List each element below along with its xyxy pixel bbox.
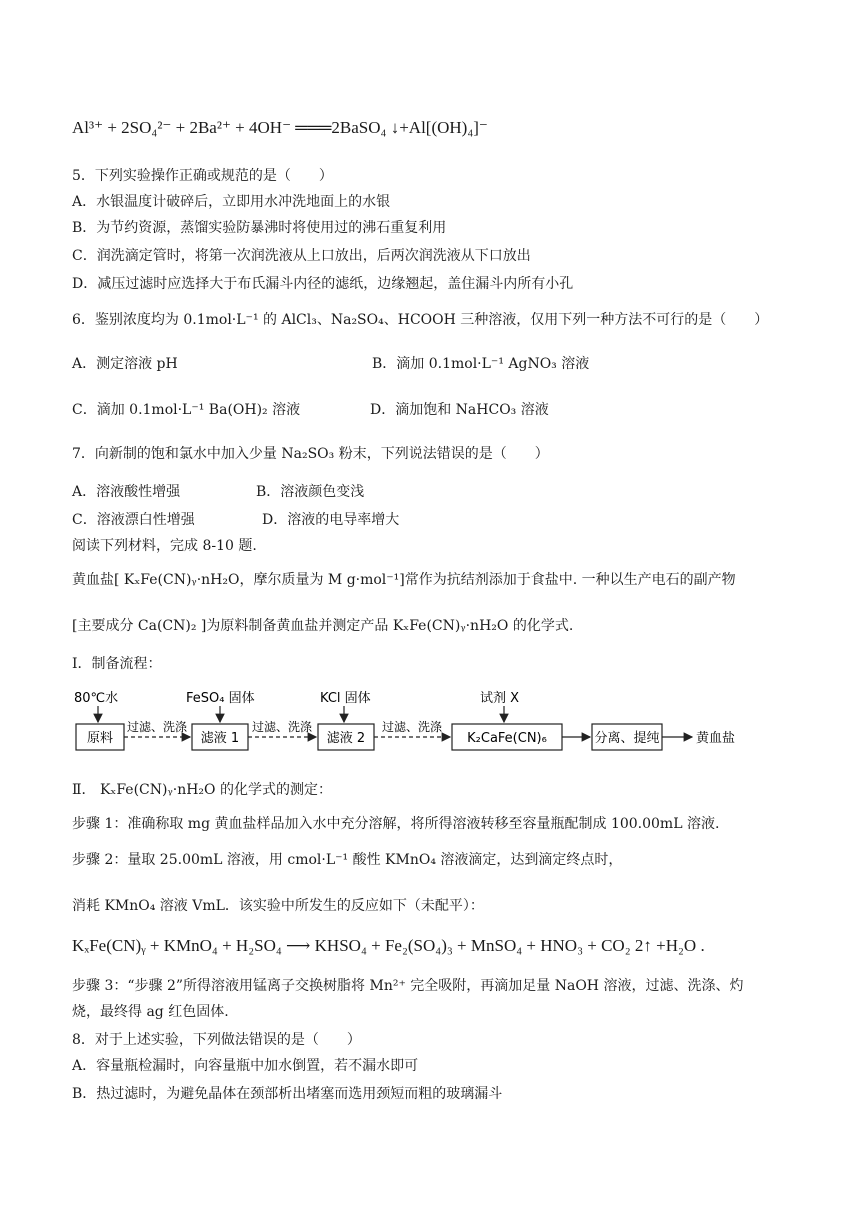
q8-stem: 8．对于上述实验，下列做法错误的是（ ）: [72, 1032, 361, 1048]
q5-option-b: B．为节约资源，蒸馏实验防暴沸时将使用过的沸石重复利用: [72, 220, 447, 236]
q6-stem: 6．鉴别浓度均为 0.1mol·L⁻¹ 的 AlCl₃、Na₂SO₄、HCOOH 三种溶液，仅用下列一种方法不可行的是（ ）: [72, 312, 769, 328]
step-2: 步骤 2：量取 25.00mL 溶液，用 cmol·L⁻¹ 酸性 KMnO₄ 溶液滴定，达到滴定终点时，: [72, 852, 623, 868]
q7-option-d: D．溶液的电导率增大: [262, 512, 400, 528]
material-paragraph-2: [主要成分 Ca(CN)₂ ]为原料制备黄血盐并测定产品 KₓFe(CN)ᵧ·nH₂O 的化学式.: [72, 618, 574, 634]
q7-option-a: A．溶液酸性增强: [72, 484, 181, 500]
q7-option-c: C．溶液漂白性增强: [72, 512, 195, 528]
flow-arrow-label-1: 过滤、洗涤: [126, 720, 188, 734]
step-2-continued: 消耗 KMnO₄ 溶液 VmL．该实验中所发生的反应如下（未配平）：: [72, 898, 484, 914]
q5-option-a: A．水银温度计破碎后，立即用水冲洗地面上的水银: [72, 194, 391, 210]
q6-option-c: C．滴加 0.1mol·L⁻¹ Ba(OH)₂ 溶液: [72, 402, 301, 418]
top-equation: Al³⁺ + 2SO₄²⁻ + 2Ba²⁺ + 4OH⁻ ═══2BaSO₄ ↓+Al[(OH)₄]⁻: [72, 118, 488, 137]
flow-box-label-2: 滤液 1: [200, 731, 240, 746]
step-1: 步骤 1：准确称取 mg 黄血盐样品加入水中充分溶解，将所得溶液转移至容量瓶配制成 100.00mL 溶液.: [72, 816, 720, 832]
q6-option-a: A．测定溶液 pH: [72, 356, 178, 372]
flow-box-label-5: 分离、提纯: [594, 731, 660, 746]
flow-arrow-label-3: 过滤、洗涤: [381, 720, 443, 734]
flow-top-label-4: 试剂 X: [480, 691, 520, 706]
q5-option-d: D．减压过滤时应选择大于布氏漏斗内径的滤纸，边缘翘起，盖住漏斗内所有小孔: [72, 276, 574, 292]
q7-stem: 7．向新制的饱和氯水中加入少量 Na₂SO₃ 粉末，下列说法错误的是（ ）: [72, 446, 549, 462]
reaction-equation: KₓFe(CN)ᵧ + KMnO₄ + H₂SO₄ ⟶ KHSO₄ + Fe₂(SO₄)₃ + MnSO₄ + HNO₃ + CO₂ 2↑ +H₂O .: [72, 936, 705, 955]
q8-option-a: A．容量瓶检漏时，向容量瓶中加水倒置，若不漏水即可: [72, 1058, 419, 1074]
section-1-heading: I．制备流程：: [72, 656, 162, 672]
q7-option-b: B．溶液颜色变浅: [256, 484, 365, 500]
flow-box-label-1: 原料: [86, 731, 114, 746]
flow-box-label-3: 滤液 2: [326, 731, 366, 746]
material-paragraph-1: 黄血盐[ KₓFe(CN)ᵧ·nH₂O，摩尔质量为 M g·mol⁻¹]常作为抗结剂添加于食盐中. 一种以生产电石的副产物: [72, 572, 736, 588]
section-2-heading: Ⅱ． KₓFe(CN)ᵧ·nH₂O 的化学式的测定：: [72, 782, 332, 798]
flow-top-label-2: FeSO₄ 固体: [186, 691, 255, 706]
flow-final-product: 黄血盐: [696, 731, 736, 746]
flow-top-label-3: KCl 固体: [320, 691, 371, 706]
q6-option-d: D．滴加饱和 NaHCO₃ 溶液: [370, 402, 549, 418]
material-intro: 阅读下列材料，完成 8-10 题.: [72, 538, 257, 554]
flow-top-label-1: 80℃水: [74, 691, 119, 706]
flow-box-label-4: K₂CaFe(CN)₆: [467, 731, 547, 746]
step-3-line-2: 烧，最终得 ag 红色固体.: [72, 1004, 229, 1020]
q5-stem: 5．下列实验操作正确或规范的是（ ）: [72, 168, 333, 184]
q5-option-c: C．润洗滴定管时，将第一次润洗液从上口放出，后两次润洗液从下口放出: [72, 248, 531, 264]
q6-option-b: B．滴加 0.1mol·L⁻¹ AgNO₃ 溶液: [372, 356, 590, 372]
preparation-flowchart: [72, 686, 772, 756]
q8-option-b: B．热过滤时，为避免晶体在颈部析出堵塞而选用颈短而粗的玻璃漏斗: [72, 1086, 503, 1102]
step-3-line-1: 步骤 3：“步骤 2”所得溶液用锰离子交换树脂将 Mn²⁺ 完全吸附，再滴加足量 NaOH 溶液，过滤、洗涤、灼: [72, 978, 744, 994]
flow-arrow-label-2: 过滤、洗涤: [251, 720, 313, 734]
